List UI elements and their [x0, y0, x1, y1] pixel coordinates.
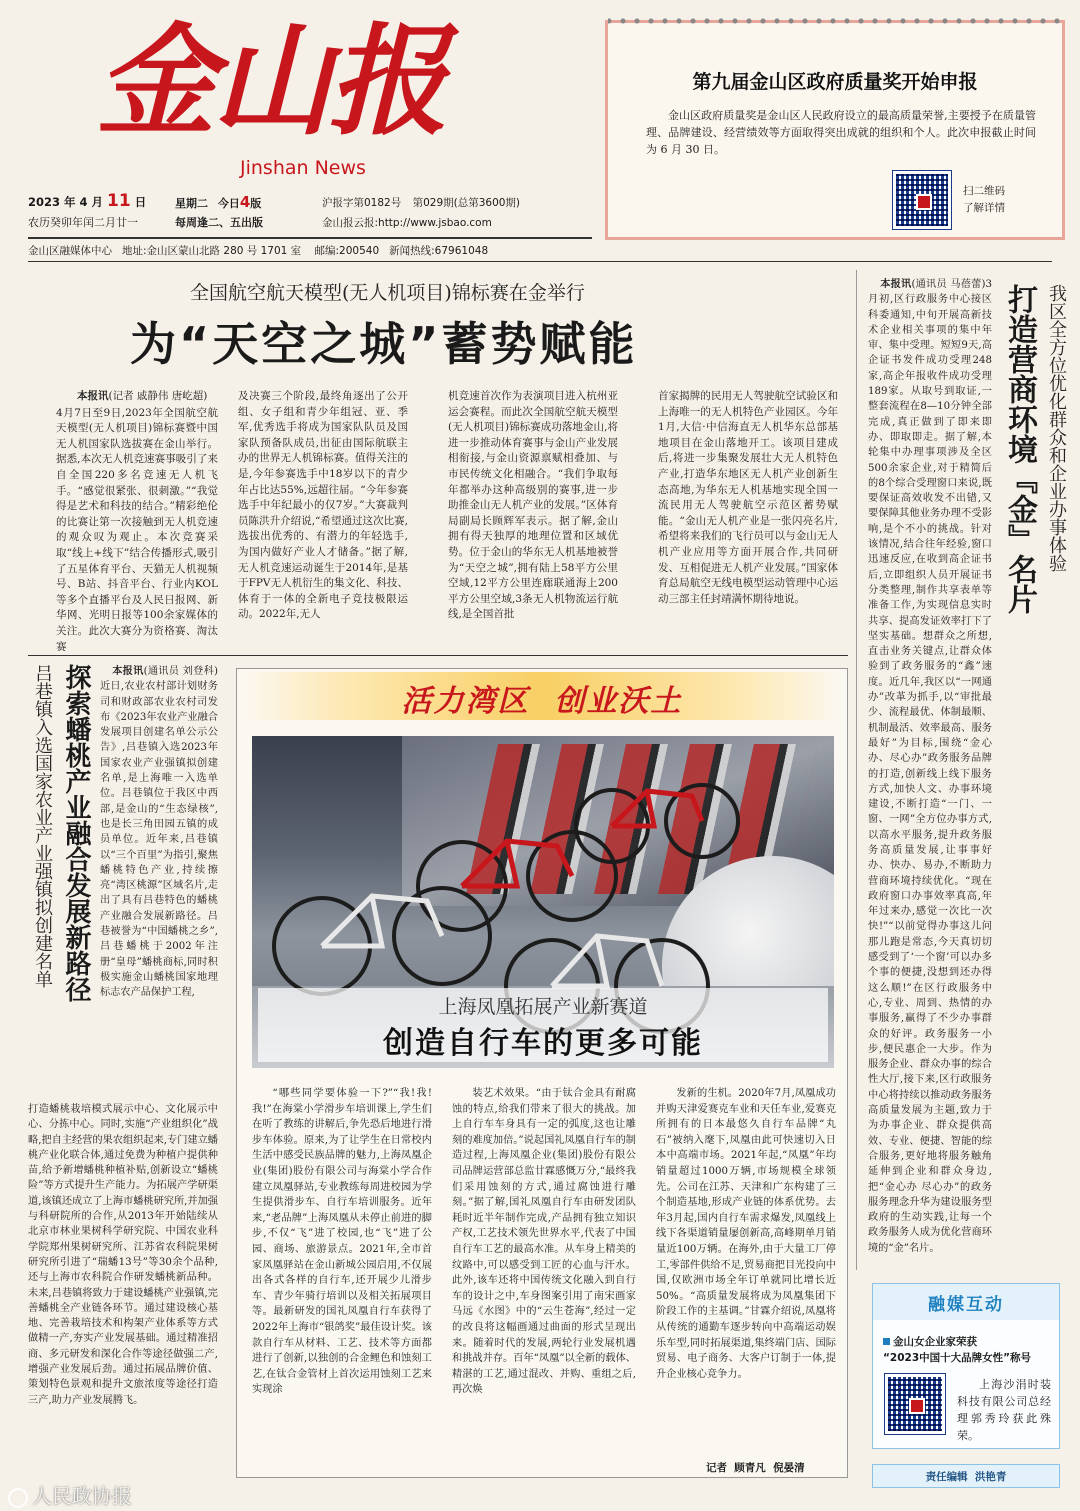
cloud-url[interactable]: 金山报云报:http://www.jsbao.com [322, 217, 492, 229]
lunar-date: 农历癸卯年闰二月廿一 [28, 216, 138, 229]
lead-kicker: 全国航空航天模型(无人机项目)锦标赛在金举行 [190, 282, 585, 304]
registration-info [322, 195, 520, 210]
qr-caption-2: 了解详情 [963, 202, 1005, 214]
date-day: 11 [107, 191, 131, 211]
left-subhead-text: 吕巷镇入选国家农业产业强镇拟创建名单 [32, 664, 53, 988]
feature-banner [240, 672, 844, 720]
newspaper-logo: 金山报 [96, 11, 444, 152]
right-headline-main [998, 284, 1040, 644]
lead-byline-authors: (记者 戚静伟 唐屹超) [108, 390, 208, 402]
qr-caption-1: 扫二维码 [963, 185, 1005, 197]
issue-no: 第029期(总第3600期) [412, 197, 521, 209]
editor-bar [872, 1464, 1060, 1488]
media-headline-text-1[interactable]: 金山女企业家荣获 [893, 1336, 977, 1348]
today-pages: 4 [239, 193, 251, 211]
lead-column-4: 首家揭牌的民用无人驾驶航空试验区和上海唯一的无人机特色产业园区。今年1月,大信·中信海直无人机华东总部基地项目在金山落地开工。该项目建成后,将进一步集聚发展壮大无人机特色产业,打造华东地区无人机产业创新生态高地,为华东无人机基地实现全国一流民用无人驾驶航空示范区蓄势赋能。“金山无人机产业是一张闪亮名片,希望将来我们的飞行员可以与金山无人机产业应用等方面开展合作,共同研发、互相促进无人机产业发展。”国家体育总局航空无线电模型运动管理中心运动三部主任封靖满怀期待地说。 [658, 390, 838, 605]
date-suffix: 日 [134, 195, 147, 209]
weekday: 星期二 [175, 197, 208, 210]
left-byline-rest: (通讯员 刘登科) [143, 666, 218, 677]
left-story-intro [100, 664, 218, 1094]
today-label: 今日 [217, 197, 240, 210]
media-headline-2[interactable]: “2023中国十大品牌女性”称号 [883, 1352, 1032, 1364]
media-box [872, 1283, 1060, 1449]
lead-column-3: 机竞速首次作为表演项目进入杭州亚运会赛程。而此次全国航空航天模型(无人机项目)锦标赛成功落地金山,将进一步推动体育赛事与金山产业发展相衔接,与金山资源禀赋相叠加、与市民传统文化相融合。“我们争取每年都举办这种高级别的赛事,进一步助推金山无人机产业的发展。”区体育局副局长顾辉军表示。据了解,金山拥有得天独厚的地理位置和区域优势。位于金山的华东无人机基地被誉为“天空之城”,拥有陆上58平方公里空域,12平方公里连廊联通海上200平方公里空域,3条无人机物流运行航线,是全国首批 [448, 390, 618, 621]
right-byline-rest: (通讯员 马蓓蕾) [911, 279, 986, 290]
watermark-logo-icon [8, 1488, 28, 1508]
left-headline-main [58, 664, 94, 1084]
masthead-rule-bottom [28, 261, 1052, 262]
lead-byline: 本报讯 [77, 390, 109, 402]
left-headline-text: 探索蟠桃产业融合发展新路径 [61, 664, 91, 1002]
right-headline-sub [1042, 284, 1072, 644]
photo-kicker: 上海凤凰拓展产业新赛道 [438, 996, 648, 1018]
feature-column-1: “哪些同学要体验一下?”“我!我!我!”在海棠小学滑步车培训课上,学生们在听了教练的讲解后,争先恐后地进行滑步车体验。原来,为了让学生在日常校内生活中感受民族品牌的魅力,上海凤凰企业(集团)股份有限公司与海棠小学合作建立凤凰驿站,专业教练每周进校园为学生提供滑步车、自行车培训服务。近年来,“老品牌”上海凤凰从未停止前进的脚步,不仅“飞”进了校园,也“飞”进了公园、商场、旅游景点。2021年,全市首家凤凰驿站在金山新城公园启用,不仅展出各式各样的自行车,还开展少儿滑步车、青少年骑行培训以及相关拓展项目等。最新研发的国礼凤凰自行车获得了2022年上海市“银鸽奖”最佳设计奖。该款自行车从材料、工艺、技术等方面都进行了创新,以独创的合金鲤色和蚀刻工艺,在钛合金管材上首次运用蚀刻工艺来实现涂 [252, 1088, 432, 1396]
lead-headline: 为“天空之城”蓄势赋能 [130, 317, 638, 371]
banner-text: 活力湾区 创业沃土 [401, 684, 683, 719]
right-byline: 本报讯 [880, 278, 912, 290]
feature-column-2: 装艺术效果。“由于钛合金具有耐腐蚀的特点,给我们带来了很大的挑战。加上自行车车身具有一定的弧度,这也让雕刻的难度加倍。”说起国礼凤凰自行车的制造过程,上海凤凰企业(集团)股份有限公司品牌运营部总监廿霖感慨万分,“最终我们采用蚀刻的方式,通过腐蚀进行雕刻。”据了解,国礼凤凰自行车由研发团队耗时近半年制作完成,产品拥有独立知识产权,工艺技术领先世界水平,代表了中国自行车工艺的最高水准。从车身上精美的纹路中,可以感受到工匠的心血与汗水。此外,该车还将中国传统文化融入到自行车的设计之中,车身图案引用了南宋画家马远《水图》中的“云生苍海”,经过一定的改良将这幅画通过曲面的形式呈现出来。随着时代的发展,两轮行业发展机遇和挑战并存。百年“凤凰”以全新的载体、精湛的工艺,通过混改、并购、重组之后,再次焕 [452, 1088, 636, 1396]
feature-column-3: 发新的生机。2020年7月,凤凰成功并购天津爱赛克车业和天任车业,爱赛克所拥有的日本最悠久自行车品牌“丸石”被纳入麾下,凤凰由此可快速切入日本中高端市场。2021年起,“凤凰”年均销量超过1000万辆,市场规模全球领先。公司在江苏、天津和广东构建了三个制造基地,形成产业链的体系优势。去年3月起,国内自行车需求爆发,凤凰线上线下各渠道销量屡创新高,高峰期单月销量近100万辆。在海外,由于大量工厂停工,零部件供给不足,贸易商把目光投向中国,仅欧洲市场全年订单就同比增长近50%。“高质量发展将成为凤凰集团下阶段工作的主基调。”甘霖介绍说,凤凰将从传统的通勤车逐步转向中高端运动娱乐车型,同时拓展渠道,集终端门店、国际贸易、电子商务、大客户订制于一体,提升企业核心竞争力。 [656, 1088, 836, 1380]
publish-schedule: 每周逢二、五出版 [175, 216, 263, 229]
notice-box [605, 20, 1065, 240]
notice-body: 金山区政府质量奖是金山区人民政府设立的最高质量荣誉,主要授予在质量管理、品牌建设、经营绩效等方面取得突出成就的组织和个人。此次申报截止时间为 6 月 30 日。 [646, 109, 1036, 156]
feature-photo [252, 736, 834, 1068]
right-body: 3月初,区行政服务中心接区科委通知,中旬开展高新技术企业相关事项的集中年审、集中受理。短短9天,高企证书发件成功受理248家,高企年报收件成功受理189家。从取号到取证,一整套流程在8—10分钟全部完成,真正做到了即来即办、即取即走。据了解,本轮集中办理事项涉及全区500余家企业,对于精简后的8个综合受理窗口来说,既要保证高效收发不出错,又要保障其他业务办理不受影响,是个不小的挑战。针对该情况,结合往年经验,窗口迅速反应,在收到高企证书后,立即组织人员开展证书分类整理,制作共享表单等准备工作,为实现信息实时共享、提高发证效率打下了坚实基础。想群众之所想,直击业务关键点,让群众体验到了政务服务的“鑫”速度。近几年,我区以“一网通办”改革为抓手,以“审批最少、流程最优、体制最顺、机制最活、效率最高、服务最好”为目标,围绕“金心办、尽心办”政务服务品牌的打造,创新线上线下服务方式,加快人文、办事环境建设,不断打造“一门、一窗、一网”全方位办事方式,以高水平服务,提升政务服务高质量发展,让事事好办、快办、易办,不断助力营商环境持续优化。“现在政府窗口办事效率真高,年年过来办,感觉一次比一次快!”“以前觉得办事这儿问那儿跑是常态,今天真切切感受到了‘一个窗’可以办多个事的便捷,没想到还办得这么顺!”在区行政服务中心,专业、周到、热情的办事服务,赢得了不少办事群众的好评。政务服务一小步,便民惠企一大步。作为服务企业、群众办事的综合性大厅,接下来,区行政服务中心将持续以推动政务服务高质量发展为主题,致力于为办事企业、群众提供高效、专业、便捷、智能的综合服务,更好地将服务触角延伸到企业和群众身边,把“金心办 尽心办”的政务服务理念升华为建设服务型政府的生动实践,让每一个政务服务人成为优化营商环境的“金”名片。 [868, 279, 992, 1254]
weekday-info [175, 193, 261, 211]
media-qr-code[interactable] [885, 1374, 945, 1434]
reg-no: 沪报字第0182号 [322, 197, 402, 209]
logo-english: Jinshan News [240, 157, 366, 179]
media-body: 上海沙涓时装科技有限公司总经理郭秀玲获此殊荣。 [957, 1378, 1051, 1442]
media-bullet-icon [883, 1338, 890, 1345]
media-headline-1 [883, 1334, 977, 1349]
photo-headline: 创造自行车的更多可能 [383, 1026, 703, 1061]
source-watermark [8, 1480, 132, 1509]
lead-column-1 [56, 389, 218, 651]
lead-bottom-rule [28, 655, 848, 656]
left-headline-sub [28, 664, 56, 1084]
right-subhead-text: 我区全方位优化群众和企业办事体验 [1046, 284, 1067, 572]
notice-rings [608, 14, 1062, 28]
watermark-text: 人民政协报 [32, 1484, 132, 1508]
media-title: 融媒互动 [928, 1295, 1004, 1315]
notice-title: 第九届金山区政府质量奖开始申报 [692, 71, 978, 93]
date-year: 2023 年 4 月 [28, 195, 104, 209]
publisher-line: 金山区融媒体中心 地址:金山区蒙山北路 280 号 1701 室 邮编:200540 新闻热线:67961048 [28, 245, 489, 257]
responsible-editor: 责任编辑 洪艳青 [925, 1471, 1007, 1483]
issue-date [28, 191, 146, 211]
left-intro-text: 近日,农业农村部计划财务司和财政部农业农村司发布《2023年农业产业融合发展项目创建名单公示公告》,吕巷镇入选2023年国家农业产业强镇拟创建名单,是上海唯一入选单位。吕巷镇位于我区中西部,是金山的“生态绿核”,也是长三角田园五镇的成员单位。近年来,吕巷镇以“三个百里”为指引,聚焦蟠桃特色产业,持续擦亮“湾区桃源”区域名片,走出了具有吕巷特色的蟠桃产业融合发展新路径。吕巷被誉为“中国蟠桃之乡”,吕巷蟠桃于2002年注册“皇母”蟠桃商标,同时积极实施金山蟠桃国家地理标志农产品保护工程, [100, 681, 218, 999]
right-divider [856, 270, 857, 1270]
masthead-rule-top [28, 237, 592, 239]
lead-text-1: 4月7日至9日,2023年全国航空航天模型(无人机项目)锦标赛暨中国无人机国家队选拔赛在金山举行。据悉,本次无人机竞速赛事吸引了来自全国220多名竞速无人机飞手。“感觉很紧张、很刺激。”“我觉得是艺术和科技的结合。”精彩绝伦的比赛让第一次接触到无人机竞速的观众叹为观止。本次竞赛采取“线上+线下”结合传播形式,吸引了五星体育平台、天猫无人机视频号、B站、抖音平台、行业内KOL等多个直播平台及人民日报网、新华网、光明日报等100余家媒体的关注。此次大赛分为资格赛、淘汰赛 [56, 406, 218, 651]
left-story-rest: 打造蟠桃栽培模式展示中心、文化展示中心、分拣中心。同时,实施“产业组织化”战略,把自主经营的果农组织起来,专门建立蟠桃产业化联合体,通过免费为种植户提供种苗,给予新增蟠桃种植补贴,创新设立“蟠桃险”等方式提升生产能力。为拓展产学研渠道,该镇还成立了上海市蟠桃研究所,并加强与科研院所的合作,从2013年开始陆续从北京市林业果树科学研究院、中国农业科学院郑州果树研究所、江苏省农科院果树研究所引进了“瑞蟠13号”等30余个品种,还与上海市农科院合作研发蟠桃新品种。未来,吕巷镇将致力于建设蟠桃产业强镇,完善蟠桃全产业链各环节。通过建设核心基地、完善栽培技术和构架产业体系等方式做精一产,夯实产业发展基础。通过精准招商、多元研发和深化合作等途径做强二产,增强产业发展后劲。通过拓展品牌价值、策划特色景观和提升文旅浓度等途径打造三产,助力产业发展腾飞。 [28, 1104, 218, 1406]
today-suffix: 版 [250, 197, 262, 210]
feature-author: 记者 顾青凡 倪晏清 [706, 1462, 805, 1474]
masthead [0, 0, 600, 260]
lead-column-2: 及决赛三个阶段,最终角逐出了公开组、女子组和青少年组冠、亚、季军,优秀选手将成为国家队队员及国家队预备队成员,出征由国际航联主办的世界无人机锦标赛。值得关注的是,今年参赛选手中18岁以下的青少年占比达55%,远超往届。“今年参赛选手中年纪最小的仅7岁。”大赛裁判员陈洪升介绍说,“希望通过这次比赛,选拔出优秀的、有潜力的年轻选手,为国内做好产业人才储备。”据了解,无人机竞速运动诞生于2014年,是基于FPV无人机衍生的集文化、科技、体育于一体的全新电子竞技极限运动。2022年,无人 [238, 390, 408, 621]
notice-qr-code[interactable] [893, 171, 951, 229]
right-headline-text: 打造营商环境『金』名片 [1002, 284, 1037, 614]
left-byline: 本报讯 [112, 665, 144, 677]
right-story-column [868, 277, 992, 1277]
